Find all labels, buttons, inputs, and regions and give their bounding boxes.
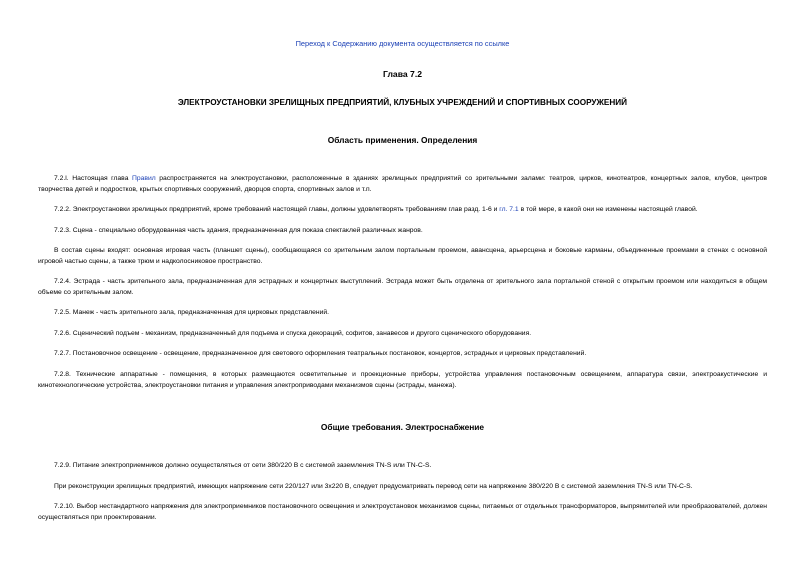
- chapter-title: ЭЛЕКТРОУСТАНОВКИ ЗРЕЛИЩНЫХ ПРЕДПРИЯТИЙ, КЛУБНЫХ УЧРЕЖДЕНИЙ И СПОРТИВНЫХ СООРУЖЕНИЙ: [177, 98, 628, 107]
- section-title-general-requirements: Общие требования. Электроснабжение: [320, 422, 485, 432]
- table-of-contents-link[interactable]: Переход к Содержанию документа осуществляется по ссылке: [295, 39, 510, 48]
- paragraph-7-2-2: [38, 205, 767, 216]
- paragraph-7-2-3: 7.2.3. Сцена - специально оборудованная часть здания, предназначенная для показа спектаклей различных жанров.: [54, 227, 423, 234]
- paragraph-7-2-6: 7.2.6. Сценический подъем - механизм, предназначенный для подъема и спуска декораций, софитов, занавесов и другого сценического оборудования.: [54, 330, 532, 337]
- paragraph-text: 7.2.l. Настоящая глава: [54, 175, 133, 182]
- paragraph-7-2-10: 7.2.10. Выбор нестандартного напряжения для электроприемников постановочного освещения и электроустановок механизмов сцены, питаемых от отдельных трансформаторов, выпрямителей или преобразователей, должен осуществляться при проектировании.: [38, 503, 767, 521]
- paragraph-stage-composition: В состав сцены входят: основная игровая часть (планшет сцены), сообщающаяся со зрительным залом портальным проемом, авансцена, арьерсцена и боковые карманы, объединенные проемами в стенах с основной игровой частью сцены, а также трюм и надколосниковое пространство.: [38, 247, 767, 265]
- rules-link[interactable]: Правил: [132, 175, 156, 182]
- paragraph-text: в той мере, в какой они не изменены настоящей главой.: [518, 206, 698, 213]
- paragraph-reconstruction: При реконструкции зрелищных предприятий, имеющих напряжение сети 220/127 или 3х220 В, следует предусматривать перевод сети на напряжение 380/220 В с системой заземления TN-S или TN-C-S.: [54, 483, 693, 490]
- paragraph-7-2-9: 7.2.9. Питание электроприемников должно осуществляться от сети 380/220 В с системой заземления TN-S или TN-C-S.: [54, 462, 432, 469]
- paragraph-7-2-1: [38, 174, 767, 195]
- paragraph-7-2-7: 7.2.7. Постановочное освещение - освещение, предназначенное для светового оформления театральных постановок, концертов, эстрадных и цирковых представлений.: [54, 350, 587, 357]
- paragraph-7-2-8: 7.2.8. Технические аппаратные - помещения, в которых размещаются осветительные и проекционные приборы, устройства управления постановочным освещением, аппаратура связи, электроакустические и кинотехнологические устройства, электроустановки питания и управления электроприводами механизмов сцены (эстрады, манежа).: [38, 371, 767, 389]
- section-title-scope: Область применения. Определения: [327, 135, 478, 145]
- paragraph-text: распространяется на электроустановки, расположенные в зданиях зрелищных предприятий со зрительными залами: театров, цирков, кинотеатров, концертных залов, клубов, центров творчества детей и подростков, крытых спортивных сооружений, дворцов спорта, спортивных залов и т.п.: [38, 175, 767, 193]
- paragraph-text: 7.2.2. Электроустановки зрелищных предприятий, кроме требований настоящей главы, должны удовлетворять требованиям глав разд. 1-6 и: [54, 206, 500, 213]
- paragraph-7-2-5: 7.2.5. Манеж - часть зрительного зала, предназначенная для цирковых представлений.: [54, 309, 330, 316]
- chapter-7-1-link[interactable]: гл. 7.1: [499, 206, 519, 213]
- paragraph-7-2-4: 7.2.4. Эстрада - часть зрительного зала, предназначенная для эстрадных и концертных выступлений. Эстрада может быть отделена от зрительного зала портальной стеной с открытым проемом или находиться в общем объеме со зрительным залом.: [38, 278, 767, 296]
- chapter-number: Глава 7.2: [383, 69, 422, 79]
